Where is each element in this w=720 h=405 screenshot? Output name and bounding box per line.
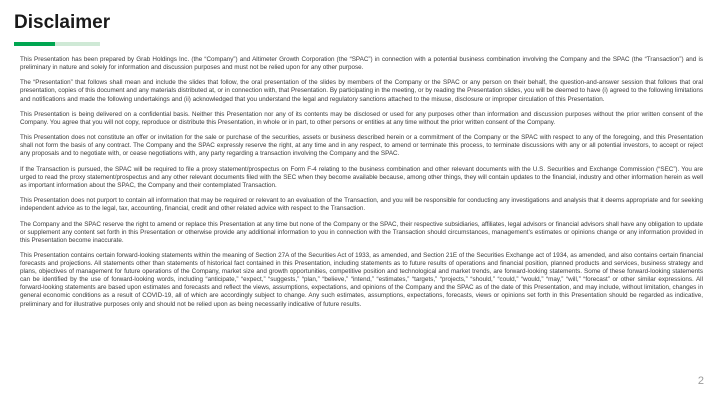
disclaimer-body	[20, 56, 703, 316]
disclaimer-paragraph: This Presentation contains certain forward-looking statements within the meaning of Section 27A of the Securities Act of 1933, as amended, and Section 21E of the Securities Exchange act of 1934, as amended, and also contains certain financial forecasts and projections. All statements other than statements of historical fact contained in this Presentation, including statements as to future results of operations and financial position, planned products and services, business strategy and plans, objectives of management for future operations of the Company, market size and growth opportunities, competitive position and technological and market trends, are forward-looking statements. Some of these forward-looking statements can be identified by the use of forward-looking words, including “anticipate,” “expect,” “suggests,” “plan,” “believe,” “intend,” “estimates,” “targets,” “projects,” “should,” “could,” “would,” “may,” “will,” “forecast” or other similar expressions. All forward-looking statements are based upon estimates and forecasts and reflect the views, assumptions, expectations, and opinions of the Company and the SPAC as of the date of this Presentation, and may include, without limitation, changes in general economic conditions as a result of COVID-19, all of which are accordingly subject to change. Any such estimates, assumptions, expectations, forecasts, views or opinions set forth in this Presentation should be regarded as indicative, preliminary and for illustrative purposes only and should not be relied upon as being necessarily indicative of future results.	[20, 252, 703, 308]
title-accent-bar-light	[55, 42, 100, 46]
disclaimer-paragraph: The “Presentation” that follows shall mean and include the slides that follow, the oral presentation of the slides by members of the Company or the SPAC or any person on their behalf, the question-and-answer session that follows that oral presentation, copies of this document and any materials distributed at, or in connection with, that Presentation. By participating in the meeting, or by reading the Presentation slides, you will be deemed to have (i) agreed to the following limitations and notifications and made the following undertakings and (ii) acknowledged that you understand the legal and regulatory sanctions attached to the misuse, disclosure or improper circulation of this Presentation.	[20, 79, 703, 103]
disclaimer-paragraph: If the Transaction is pursued, the SPAC will be required to file a proxy statement/prospectus on Form F-4 relating to the business combination and other relevant documents with the U.S. Securities and Exchange Commission (“SEC”). You are urged to read the proxy statement/prospectus and any other relevant documents filed with the SEC when they become available because, among other things, they will contain updates to the financial, industry and other information herein as well as important information about the SPAC, the Company and their contemplated Transaction.	[20, 165, 703, 189]
page-title: Disclaimer	[14, 12, 111, 33]
disclaimer-paragraph: This Presentation does not purport to contain all information that may be required or relevant to an evaluation of the Transaction, and you will be responsible for conducting any investigations and analysis that it deems appropriate and for seeking independent advice as to the legal, tax, accounting, financial, credit and other related advice with respect to the Transaction.	[20, 197, 703, 213]
disclaimer-paragraph: The Company and the SPAC reserve the right to amend or replace this Presentation at any time but none of the Company or the SPAC, their respective subsidiaries, affiliates, legal advisors or financial advisors shall have any obligation to update or supplement any content set forth in this Presentation or otherwise provide any additional information to you in connection with the Transaction should circumstances, management’s estimates or opinions change or any information provided in this Presentation become inaccurate.	[20, 220, 703, 244]
page-number: 2	[697, 375, 704, 387]
disclaimer-paragraph: This Presentation does not constitute an offer or invitation for the sale or purchase of the securities, assets or business described herein or a commitment of the Company or the SPAC with respect to any of the foregoing, and this Presentation shall not form the basis of any contract. The Company and the SPAC expressly reserve the right, at any time and in any respect, to amend or terminate this process, to terminate discussions with any or all potential investors, to accept or reject any proposals and to negotiate with, or cease negotiations with, any party regarding a transaction involving the Company and the SPAC.	[20, 134, 703, 158]
disclaimer-paragraph: This Presentation has been prepared by Grab Holdings Inc. (the “Company”) and Altimeter Growth Corporation (the “SPAC”) in connection with a potential business combination involving the Company and the SPAC (the “Transaction”) and is preliminary in nature and solely for information and discussion purposes and must not be relied upon for any other purpose.	[20, 56, 703, 72]
disclaimer-paragraph: This Presentation is being delivered on a confidential basis. Neither this Presentation nor any of its contents may be disclosed or used for any purposes other than information and discussion purposes without the prior written consent of the Company. You agree that you will not copy, reproduce or distribute this Presentation, in whole or in part, to other persons or entities at any time without the prior written consent of the Company.	[20, 110, 703, 126]
title-accent-bar	[14, 42, 55, 46]
